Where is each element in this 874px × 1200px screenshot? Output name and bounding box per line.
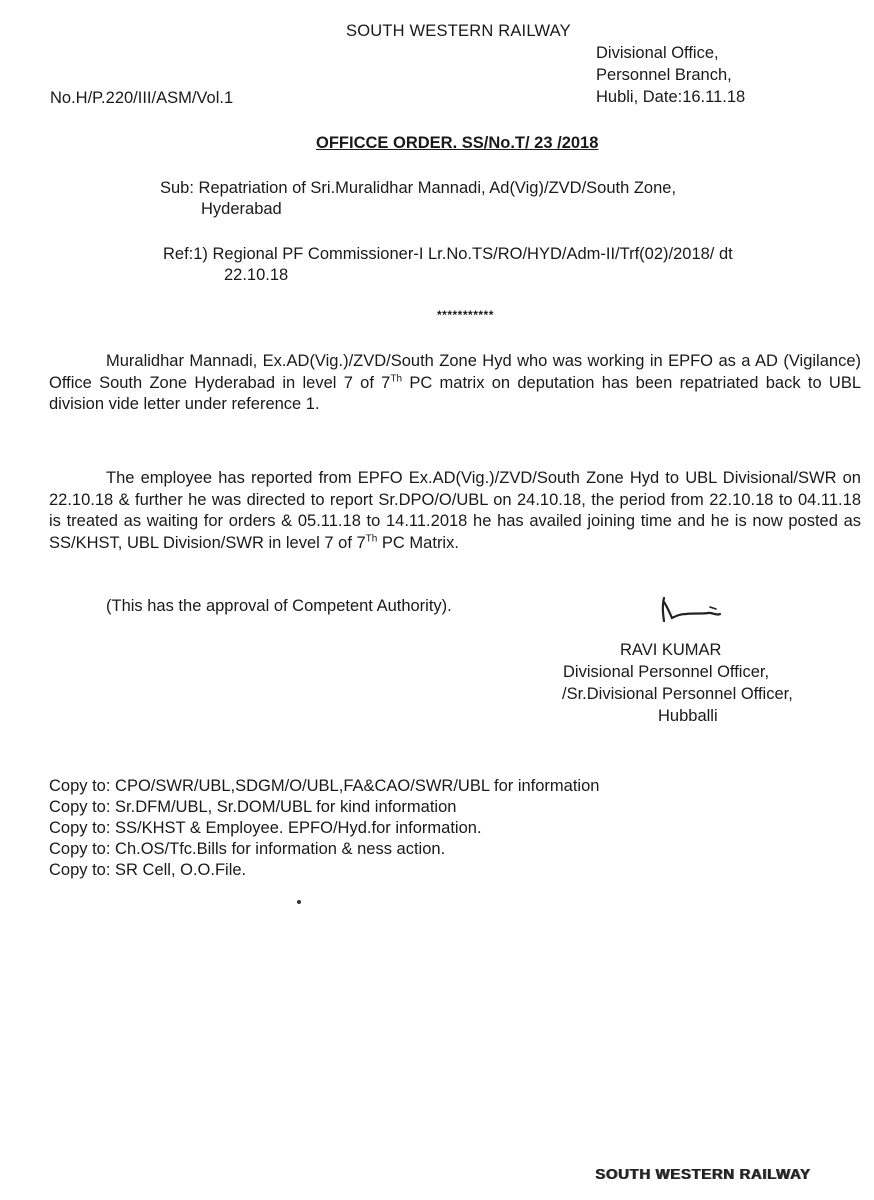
approval-note: (This has the approval of Competent Authority).	[106, 597, 452, 615]
paragraph1-superscript: Th	[390, 373, 403, 384]
office-line-branch: Personnel Branch,	[596, 66, 732, 84]
paragraph-repatriation	[49, 351, 861, 416]
subject-block	[160, 178, 820, 220]
subject-line-1: Sub: Repatriation of Sri.Muralidhar Mannadi, Ad(Vig)/ZVD/South Zone,	[160, 179, 677, 197]
signatory-designation-1: Divisional Personnel Officer,	[563, 663, 770, 681]
reference-block	[163, 244, 843, 286]
footer-stamp: SOUTH WESTERN RAILWAY	[595, 1166, 811, 1183]
copy-to-item: Copy to: Sr.DFM/UBL, Sr.DOM/UBL for kind information	[49, 798, 457, 816]
copy-to-list	[49, 776, 599, 881]
separator-stars: ***********	[437, 308, 494, 322]
file-reference-number: No.H/P.220/III/ASM/Vol.1	[50, 89, 234, 107]
organization-heading: SOUTH WESTERN RAILWAY	[346, 22, 571, 40]
copy-to-item: Copy to: SS/KHST & Employee. EPFO/Hyd.for information.	[49, 819, 482, 837]
signatory-designation-2: /Sr.Divisional Personnel Officer,	[562, 685, 793, 703]
paragraph2-text-b: PC Matrix.	[377, 533, 459, 552]
subject-line-2: Hyderabad	[201, 200, 282, 218]
copy-to-item: Copy to: CPO/SWR/UBL,SDGM/O/UBL,FA&CAO/SWR/UBL for information	[49, 777, 600, 795]
office-address	[596, 42, 745, 108]
office-line-division: Divisional Office,	[596, 44, 719, 62]
paragraph2-superscript: Th	[365, 533, 378, 544]
paragraph2-text-a: The employee has reported from EPFO Ex.AD(Vig.)/ZVD/South Zone Hyd to UBL Divisional/SWR on 22.10.18 & further he was directed to report Sr.DPO/O/UBL on 24.10.18, the period from 22.10.18 to 04.11.18 is treated as waiting for orders & 05.11.18 to 14.11.2018 he has availed joining time and he is now posted as SS/KHST, UBL Division/SWR in level 7 of 7	[49, 469, 861, 552]
paragraph-reporting	[49, 468, 861, 554]
order-title: OFFICCE ORDER. SS/No.T/ 23 /2018	[316, 134, 599, 152]
paragraph1-text-a: Muralidhar Mannadi, Ex.AD(Vig.)/ZVD/South Zone Hyd who was working in EPFO as a AD (Vigilance) Office South Zone Hyderabad in level 7 of 7	[49, 352, 861, 392]
signatory-block	[562, 639, 793, 727]
signatory-name: RAVI KUMAR	[620, 641, 722, 659]
reference-line-2: 22.10.18	[224, 266, 289, 284]
reference-line-1: Ref:1) Regional PF Commissioner-I Lr.No.TS/RO/HYD/Adm-II/Trf(02)/2018/ dt	[163, 245, 733, 263]
copy-to-item: Copy to: Ch.OS/Tfc.Bills for information & ness action.	[49, 840, 446, 858]
paragraph1-text-b: PC matrix on deputation has been repatriated back to UBL division vide letter under reference 1.	[49, 373, 861, 413]
signatory-place: Hubballi	[658, 707, 718, 725]
handwritten-signature	[650, 590, 730, 630]
scan-speck	[297, 900, 301, 904]
copy-to-item: Copy to: SR Cell, O.O.File.	[49, 861, 247, 879]
office-line-place-date: Hubli, Date:16.11.18	[596, 88, 746, 106]
